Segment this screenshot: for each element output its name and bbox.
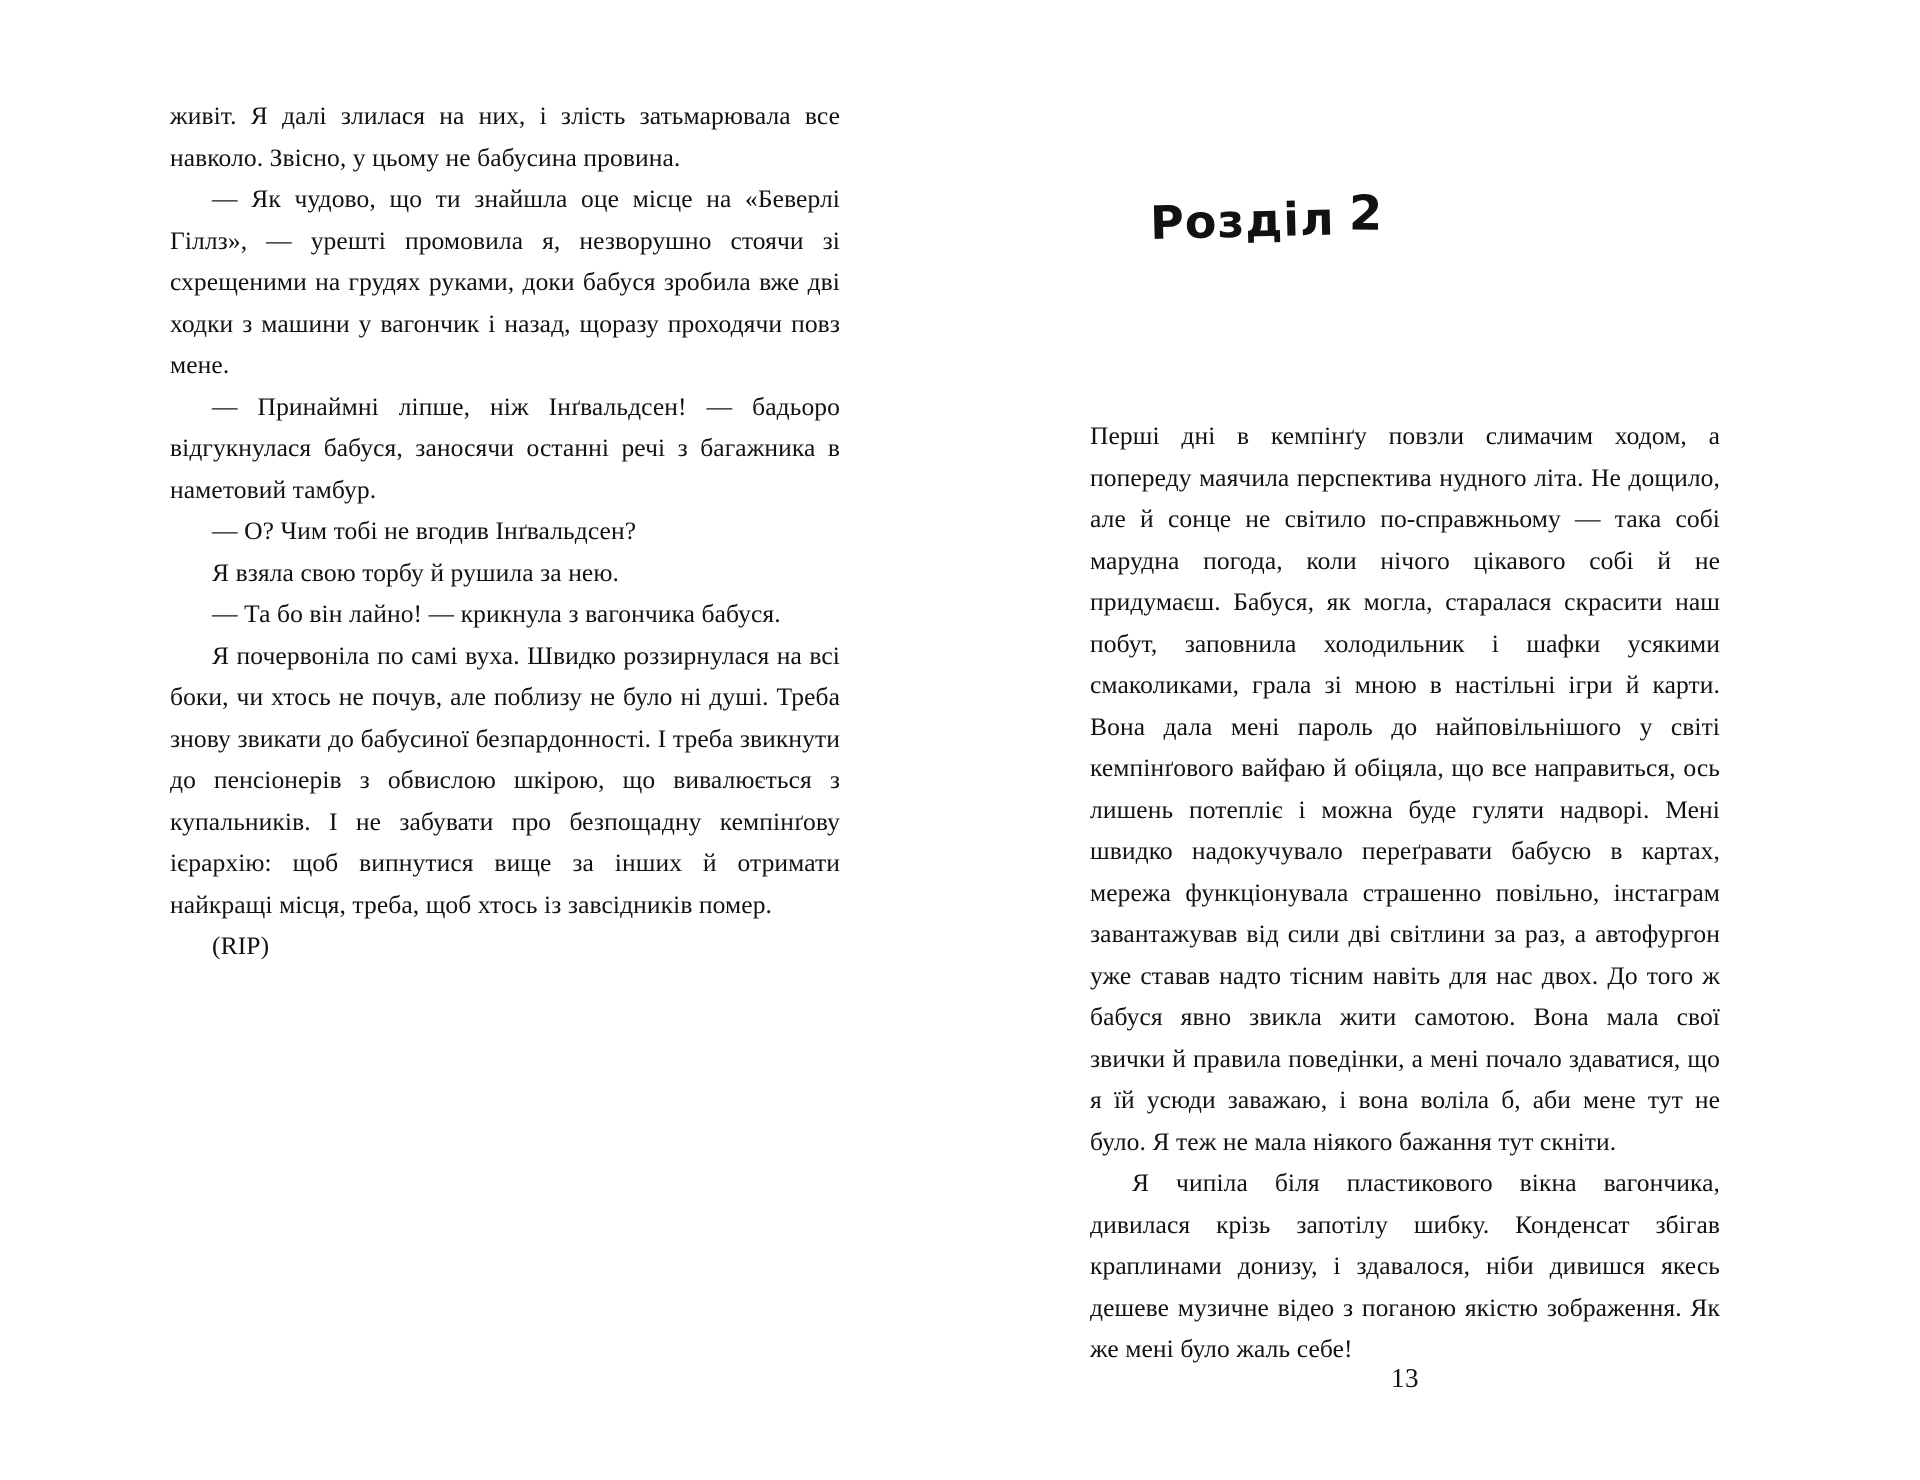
paragraph: Я чипіла біля пластикового вікна вагончика, дивилася крізь запотілу шибку. Конденсат збігав краплинами донизу, і здавалося, ніби дивишся якесь дешеве музичне відео з поганою якістю зображення. Як же мені було жаль себе! <box>1090 1168 1720 1363</box>
chapter-heading-word: Розділ <box>1149 191 1336 250</box>
chapter-heading-number: 2 <box>1348 185 1384 242</box>
paragraph: — Як чудово, що ти знайшла оце місце на «Беверлі Гіллз», — урешті промовила я, незворушно стоячи зі схрещеними на грудях руками, доки бабуся зробила вже дві ходки з машини у вагончик і назад, щоразу проходячи повз мене. <box>170 184 840 379</box>
chapter-heading <box>1147 81 1723 345</box>
paragraph: Перші дні в кемпінґу повзли слимачим ходом, а попереду маячила перспектива нудного літа. Не дощило, але й сонце не світило по-справжньому — така собі марудна погода, коли нічого цікавого собі й не придумаєш. Бабуся, як могла, старалася скрасити наш побут, заповнила холодильник і шафки усякими смаколиками, грала зі мною в настільні ігри й карти. Вона дала мені пароль до найповільнішого у світі кемпінґового вайфаю й обіцяла, що все направиться, ось лишень потепліє і можна буде гуляти надворі. Мені швидко надокучувало переґравати бабусю в картах, мережа функціонувала страшенно повільно, інстаграм завантажував від сили дві світлини за раз, а автофургон уже ставав надто тісним навіть для нас двох. До того ж бабуся явно звикла жити самотою. Вона мала свої звички й правила поведінки, а мені почало здаватися, що я їй усюди заважаю, і вона воліла б, аби мене тут не було. Я теж не мала ніякого бажання тут скніти. <box>1090 421 1720 1156</box>
paragraph: — О? Чим тобі не вгодив Інґвальдсен? <box>212 516 637 545</box>
paragraph: — Та бо він лайно! — крикнула з вагончика бабуся. <box>212 599 781 628</box>
left-page-text-column <box>170 95 840 967</box>
right-page-text-column <box>1090 415 1720 1370</box>
right-page <box>960 0 1920 1480</box>
page-number: 13 <box>1391 1363 1419 1393</box>
paragraph: Я взяла свою торбу й рушила за нею. <box>212 557 619 587</box>
paragraph: живіт. Я далі злилася на них, і злість затьмарювала все навколо. Звісно, у цьому не бабусина провина. <box>170 101 840 172</box>
paragraph: (RIP) <box>212 931 270 960</box>
paragraph: Я почервоніла по самі вуха. Швидко роззирнулася на всі боки, чи хтось не почув, але поблизу не було ні душі. Треба знову звикати до бабусиної безпардонності. І треба звикнути до пенсіонерів з обвислою шкірою, що вивалюється з купальників. І не забувати про безпощадну кемпінґову ієрархію: щоб випнутися вище за інших й отримати найкращі місця, треба, щоб хтось із завсідників помер. <box>170 640 840 919</box>
paragraph: — Принаймні ліпше, ніж Інґвальдсен! — бадьоро відгукнулася бабуся, заносячи останні речі з багажника в наметовий тамбур. <box>170 391 840 504</box>
